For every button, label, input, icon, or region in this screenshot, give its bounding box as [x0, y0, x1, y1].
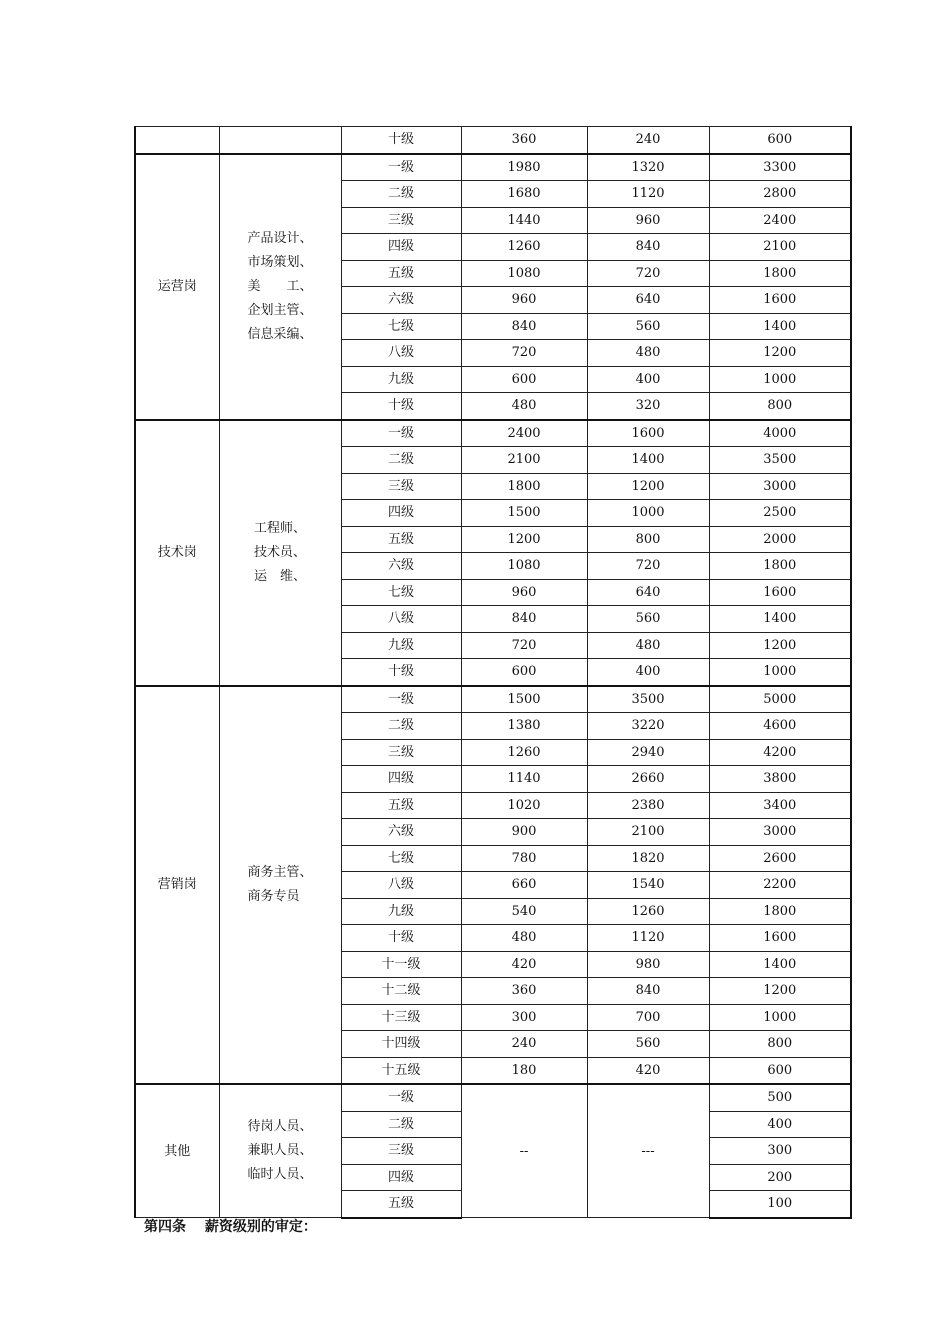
value-cell-b: 240 [587, 127, 709, 154]
level-cell: 二级 [341, 1111, 461, 1138]
value-cell-b: 720 [587, 260, 709, 287]
value-cell-b: 1120 [587, 925, 709, 952]
position-name: 技术员、 [253, 544, 306, 560]
value-cell-a: 780 [461, 845, 587, 872]
level-cell: 一级 [341, 154, 461, 181]
value-cell-c: 3000 [709, 819, 851, 846]
position-name: 工程师、 [253, 520, 306, 536]
value-cell-b: 1120 [587, 181, 709, 208]
value-cell-c: 800 [709, 393, 851, 420]
value-cell-a: 1080 [461, 260, 587, 287]
value-cell-c: 2200 [709, 872, 851, 899]
value-cell-c: 5000 [709, 686, 851, 713]
level-cell: 七级 [341, 845, 461, 872]
table-row [135, 127, 851, 154]
value-cell-a: 240 [461, 1031, 587, 1058]
merged-value-cell-b: --- [587, 1084, 709, 1218]
value-cell-c: 1800 [709, 260, 851, 287]
value-cell-c: 1200 [709, 340, 851, 367]
value-cell-c: 500 [709, 1084, 851, 1111]
level-cell: 五级 [341, 792, 461, 819]
value-cell-b: 2380 [587, 792, 709, 819]
level-cell: 六级 [341, 553, 461, 580]
level-cell: 二级 [341, 181, 461, 208]
level-cell: 三级 [341, 473, 461, 500]
level-cell: 四级 [341, 500, 461, 527]
value-cell-a: 420 [461, 951, 587, 978]
level-cell: 十三级 [341, 1004, 461, 1031]
value-cell-b: 480 [587, 340, 709, 367]
value-cell-c: 4000 [709, 420, 851, 447]
table-row [135, 686, 851, 713]
level-cell: 十级 [341, 925, 461, 952]
value-cell-c: 1400 [709, 606, 851, 633]
value-cell-b: 2660 [587, 766, 709, 793]
value-cell-b: 1320 [587, 154, 709, 181]
value-cell-a: 1260 [461, 234, 587, 261]
value-cell-b: 480 [587, 632, 709, 659]
level-cell: 三级 [341, 207, 461, 234]
category-cell-empty [135, 127, 219, 154]
value-cell-c: 1000 [709, 1004, 851, 1031]
value-cell-b: 1000 [587, 500, 709, 527]
value-cell-c: 400 [709, 1111, 851, 1138]
value-cell-b: 560 [587, 313, 709, 340]
position-name: 企划主管、 [247, 302, 313, 318]
value-cell-c: 1600 [709, 925, 851, 952]
positions-cell [219, 154, 341, 420]
category-cell: 技术岗 [135, 420, 219, 686]
value-cell-c: 3300 [709, 154, 851, 181]
value-cell-b: 420 [587, 1057, 709, 1084]
value-cell-b: 980 [587, 951, 709, 978]
value-cell-c: 2500 [709, 500, 851, 527]
level-cell: 九级 [341, 898, 461, 925]
value-cell-a: 2400 [461, 420, 587, 447]
table-row [135, 420, 851, 447]
position-name: 市场策划、 [247, 254, 313, 270]
position-name: 待岗人员、 [247, 1119, 313, 1134]
value-cell-a: 960 [461, 287, 587, 314]
value-cell-b: 560 [587, 1031, 709, 1058]
position-name: 美 工、 [247, 278, 313, 294]
value-cell-c: 1800 [709, 553, 851, 580]
level-cell: 十二级 [341, 978, 461, 1005]
value-cell-c: 2100 [709, 234, 851, 261]
value-cell-b: 640 [587, 287, 709, 314]
value-cell-b: 2940 [587, 739, 709, 766]
table-row [135, 154, 851, 181]
position-name: 临时人员、 [247, 1167, 313, 1182]
value-cell-c: 800 [709, 1031, 851, 1058]
value-cell-b: 3500 [587, 686, 709, 713]
position-list [247, 861, 312, 909]
value-cell-a: 720 [461, 340, 587, 367]
section-heading: 第四条 薪资级别的审定： [144, 1219, 317, 1235]
value-cell-a: 480 [461, 393, 587, 420]
value-cell-c: 1800 [709, 898, 851, 925]
value-cell-a: 1380 [461, 713, 587, 740]
level-cell: 五级 [341, 526, 461, 553]
value-cell-a: 1500 [461, 686, 587, 713]
value-cell-a: 1200 [461, 526, 587, 553]
category-cell: 运营岗 [135, 154, 219, 420]
level-cell: 十级 [341, 127, 461, 154]
value-cell-c: 200 [709, 1164, 851, 1191]
value-cell-c: 4200 [709, 739, 851, 766]
value-cell-c: 1200 [709, 632, 851, 659]
positions-cell-empty [219, 127, 341, 154]
value-cell-c: 1200 [709, 978, 851, 1005]
value-cell-b: 2100 [587, 819, 709, 846]
value-cell-c: 1400 [709, 313, 851, 340]
value-cell-c: 3800 [709, 766, 851, 793]
level-cell: 八级 [341, 340, 461, 367]
value-cell-b: 1200 [587, 473, 709, 500]
value-cell-b: 3220 [587, 713, 709, 740]
level-cell: 十四级 [341, 1031, 461, 1058]
value-cell-b: 960 [587, 207, 709, 234]
level-cell: 十级 [341, 393, 461, 420]
level-cell: 一级 [341, 686, 461, 713]
position-name: 商务主管、 [247, 864, 313, 880]
level-cell: 一级 [341, 420, 461, 447]
value-cell-c: 2000 [709, 526, 851, 553]
value-cell-b: 840 [587, 234, 709, 261]
value-cell-c: 3400 [709, 792, 851, 819]
value-cell-a: 360 [461, 127, 587, 154]
value-cell-c: 2600 [709, 845, 851, 872]
level-cell: 六级 [341, 819, 461, 846]
value-cell-a: 300 [461, 1004, 587, 1031]
position-name: 兼职人员、 [247, 1143, 313, 1158]
position-name: 信息采编、 [247, 326, 313, 342]
value-cell-a: 1440 [461, 207, 587, 234]
value-cell-b: 840 [587, 978, 709, 1005]
level-cell: 六级 [341, 287, 461, 314]
value-cell-c: 2800 [709, 181, 851, 208]
level-cell: 十级 [341, 659, 461, 686]
position-name: 商务专员 [247, 888, 300, 904]
value-cell-a: 1980 [461, 154, 587, 181]
value-cell-a: 720 [461, 632, 587, 659]
value-cell-a: 600 [461, 659, 587, 686]
level-cell: 七级 [341, 313, 461, 340]
value-cell-a: 180 [461, 1057, 587, 1084]
level-cell: 三级 [341, 1138, 461, 1165]
value-cell-a: 1140 [461, 766, 587, 793]
value-cell-b: 800 [587, 526, 709, 553]
value-cell-b: 320 [587, 393, 709, 420]
value-cell-c: 1600 [709, 579, 851, 606]
value-cell-c: 100 [709, 1191, 851, 1218]
position-name: 运 维、 [253, 568, 306, 584]
value-cell-c: 600 [709, 1057, 851, 1084]
value-cell-b: 720 [587, 553, 709, 580]
value-cell-c: 600 [709, 127, 851, 154]
value-cell-a: 1260 [461, 739, 587, 766]
category-cell: 营销岗 [135, 686, 219, 1085]
value-cell-a: 540 [461, 898, 587, 925]
level-cell: 八级 [341, 606, 461, 633]
level-cell: 九级 [341, 632, 461, 659]
level-cell: 三级 [341, 739, 461, 766]
value-cell-c: 2400 [709, 207, 851, 234]
value-cell-a: 840 [461, 606, 587, 633]
value-cell-b: 560 [587, 606, 709, 633]
level-cell: 二级 [341, 713, 461, 740]
level-cell: 七级 [341, 579, 461, 606]
positions-cell [219, 1084, 341, 1218]
value-cell-b: 400 [587, 659, 709, 686]
value-cell-b: 700 [587, 1004, 709, 1031]
value-cell-b: 400 [587, 366, 709, 393]
value-cell-c: 1000 [709, 659, 851, 686]
value-cell-a: 960 [461, 579, 587, 606]
value-cell-a: 1080 [461, 553, 587, 580]
value-cell-c: 1400 [709, 951, 851, 978]
value-cell-a: 1680 [461, 181, 587, 208]
value-cell-a: 600 [461, 366, 587, 393]
value-cell-a: 360 [461, 978, 587, 1005]
salary-grade-table [134, 126, 852, 1219]
level-cell: 四级 [341, 766, 461, 793]
value-cell-a: 900 [461, 819, 587, 846]
position-list [247, 1115, 312, 1187]
level-cell: 十五级 [341, 1057, 461, 1084]
category-cell: 其他 [135, 1084, 219, 1218]
value-cell-c: 300 [709, 1138, 851, 1165]
value-cell-b: 1600 [587, 420, 709, 447]
value-cell-a: 1800 [461, 473, 587, 500]
level-cell: 四级 [341, 1164, 461, 1191]
level-cell: 一级 [341, 1084, 461, 1111]
value-cell-a: 660 [461, 872, 587, 899]
value-cell-a: 1500 [461, 500, 587, 527]
level-cell: 五级 [341, 260, 461, 287]
table-row [135, 1084, 851, 1111]
value-cell-c: 3500 [709, 447, 851, 474]
value-cell-a: 1020 [461, 792, 587, 819]
merged-value-cell-a: -- [461, 1084, 587, 1218]
level-cell: 二级 [341, 447, 461, 474]
value-cell-b: 1400 [587, 447, 709, 474]
position-list [247, 227, 312, 347]
positions-cell [219, 420, 341, 686]
positions-cell [219, 686, 341, 1085]
level-cell: 四级 [341, 234, 461, 261]
value-cell-c: 1000 [709, 366, 851, 393]
level-cell: 八级 [341, 872, 461, 899]
value-cell-b: 1820 [587, 845, 709, 872]
level-cell: 十一级 [341, 951, 461, 978]
value-cell-c: 1600 [709, 287, 851, 314]
value-cell-a: 480 [461, 925, 587, 952]
value-cell-b: 1540 [587, 872, 709, 899]
position-list [254, 517, 306, 589]
value-cell-c: 4600 [709, 713, 851, 740]
value-cell-a: 2100 [461, 447, 587, 474]
value-cell-b: 1260 [587, 898, 709, 925]
value-cell-b: 640 [587, 579, 709, 606]
value-cell-c: 3000 [709, 473, 851, 500]
position-name: 产品设计、 [247, 230, 313, 246]
level-cell: 九级 [341, 366, 461, 393]
value-cell-a: 840 [461, 313, 587, 340]
level-cell: 五级 [341, 1191, 461, 1218]
